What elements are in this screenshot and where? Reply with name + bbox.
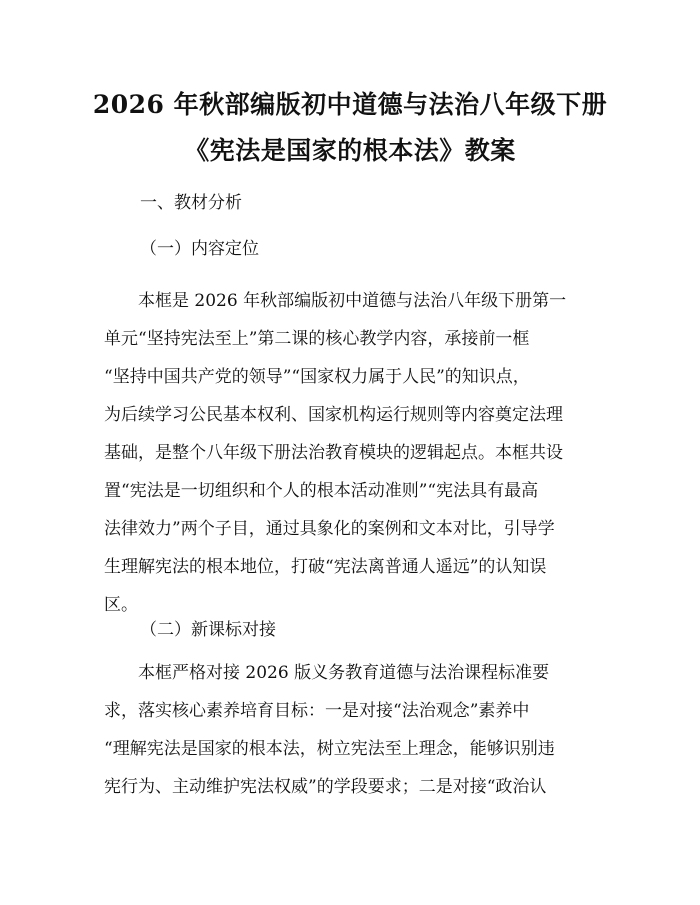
paragraph-line: 为后续学习公民基本权利、国家机构运行规则等内容奠定法理	[104, 405, 563, 425]
paragraph-line: 单元“坚持宪法至上”第二课的核心教学内容，承接前一框	[104, 329, 530, 349]
paragraph-curriculum-standards	[104, 654, 604, 806]
paragraph-line: 本框严格对接 2026 版义务教育道德与法治课程标准要	[138, 663, 550, 683]
paragraph-line: 宪行为、主动维护宪法权威”的学段要求；二是对接“政治认	[104, 777, 547, 797]
paragraph-line: 区。	[104, 595, 138, 615]
paragraph-line: 置“宪法是一切组织和个人的根本活动准则”“宪法具有最高	[104, 481, 539, 501]
paragraph-line: 法律效力”两个子目，通过具象化的案例和文本对比，引导学	[104, 519, 555, 539]
subsection-heading-content-positioning: （一）内容定位	[140, 239, 259, 259]
paragraph-line: 求，落实核心素养培育目标：一是对接“法治观念”素养中	[104, 701, 530, 721]
document-title-line-2: 《宪法是国家的根本法》教案	[184, 136, 516, 165]
paragraph-line: “理解宪法是国家的根本法，树立宪法至上理念，能够识别违	[104, 739, 555, 759]
paragraph-line: 基础，是整个八年级下册法治教育模块的逻辑起点。本框共设	[104, 443, 563, 463]
subsection-heading-curriculum-standards: （二）新课标对接	[140, 620, 276, 640]
paragraph-line: “坚持中国共产党的领导”“国家权力属于人民”的知识点，	[104, 367, 530, 387]
paragraph-line: 生理解宪法的根本地位，打破“宪法离普通人遥远”的认知误	[104, 557, 547, 577]
document-title-line-1: 2026 年秋部编版初中道德与法治八年级下册	[92, 90, 608, 119]
section-heading-textbook-analysis: 一、教材分析	[140, 193, 242, 213]
paragraph-content-positioning	[104, 282, 604, 624]
paragraph-line: 本框是 2026 年秋部编版初中道德与法治八年级下册第一	[138, 291, 567, 311]
